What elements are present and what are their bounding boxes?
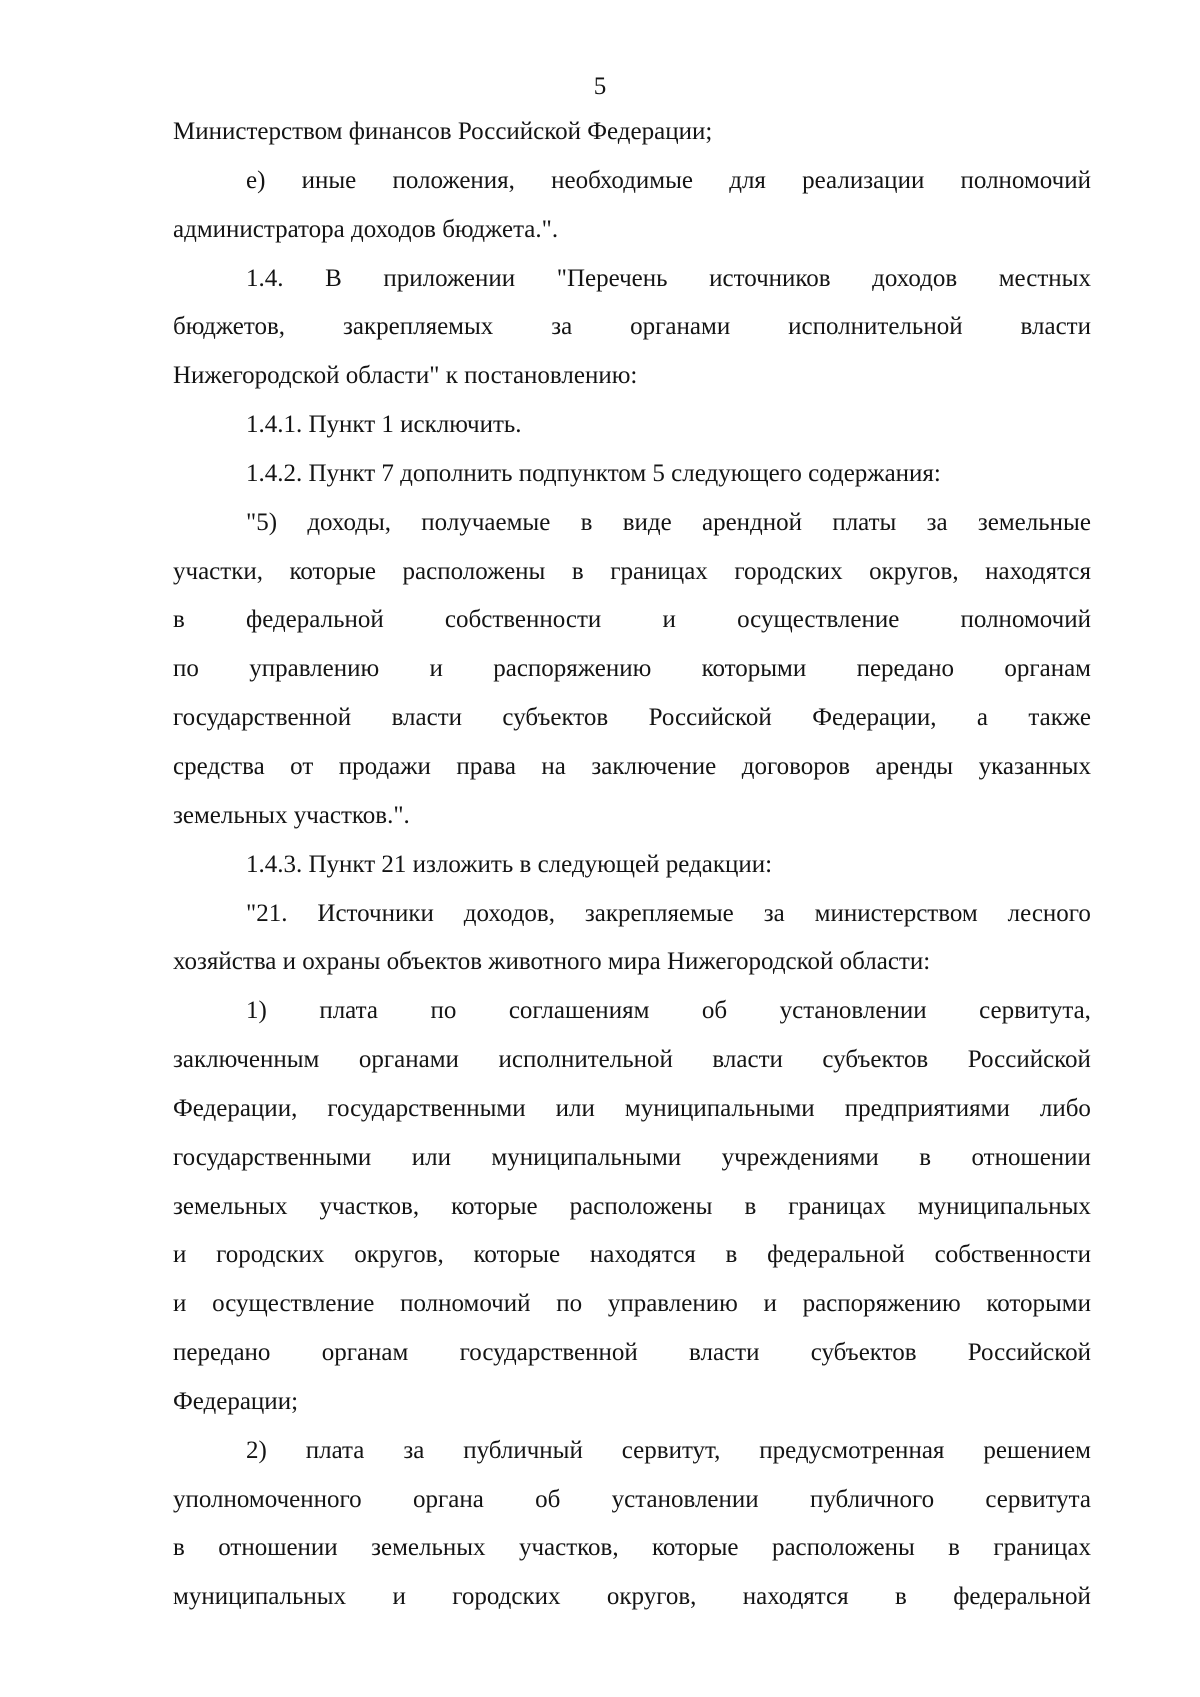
text-fragment: доходов, bbox=[463, 899, 555, 927]
text-fragment: участков, bbox=[518, 1534, 619, 1562]
text-fragment: границах bbox=[610, 557, 708, 585]
text-fragment: городских bbox=[734, 557, 843, 585]
text-fragment: доходы, bbox=[307, 508, 392, 536]
text-fragment: установлении bbox=[779, 997, 927, 1025]
text-fragment: в bbox=[571, 557, 584, 585]
text-fragment: Российской bbox=[648, 704, 772, 732]
text-fragment: органами bbox=[358, 1046, 459, 1074]
text-fragment: закрепляемых bbox=[343, 313, 494, 341]
text-fragment: осуществление bbox=[737, 606, 900, 634]
text-fragment: арендной bbox=[701, 508, 803, 536]
text-fragment: сервитута, bbox=[979, 997, 1091, 1025]
text-fragment: в bbox=[895, 1583, 907, 1611]
text-fragment: федеральной bbox=[246, 606, 384, 634]
text-fragment: распоряжению bbox=[493, 655, 652, 683]
text-fragment: распоряжению bbox=[802, 1290, 961, 1318]
text-fragment: власти bbox=[689, 1339, 760, 1367]
text-line bbox=[173, 890, 1091, 939]
text-fragment: участков, bbox=[319, 1192, 420, 1220]
text-line bbox=[173, 1427, 1091, 1476]
text-fragment: которыми bbox=[701, 655, 807, 683]
text-fragment: полномочий bbox=[400, 1290, 531, 1318]
text-fragment: виде bbox=[622, 508, 672, 536]
text-fragment: федеральной bbox=[767, 1241, 905, 1269]
text-fragment: и bbox=[662, 606, 676, 634]
text-line bbox=[173, 206, 1091, 255]
text-fragment: в bbox=[744, 1192, 757, 1220]
text-line bbox=[173, 596, 1091, 645]
text-fragment: 1.4.3. Пункт 21 изложить в следующей редакции: bbox=[246, 850, 773, 878]
text-fragment: "21. bbox=[246, 899, 288, 927]
text-fragment: которыми bbox=[986, 1290, 1091, 1318]
text-line bbox=[173, 1085, 1091, 1134]
text-fragment: от bbox=[290, 752, 314, 780]
text-fragment: округов, bbox=[869, 557, 959, 585]
text-line bbox=[173, 1036, 1091, 1085]
text-fragment: или bbox=[555, 1094, 595, 1122]
text-line bbox=[173, 1183, 1091, 1232]
text-fragment: государственными bbox=[327, 1094, 526, 1122]
text-fragment: средства bbox=[173, 752, 265, 780]
text-fragment: земельных участков.". bbox=[173, 801, 410, 829]
text-fragment: администратора доходов бюджета.". bbox=[173, 215, 559, 243]
text-fragment: находятся bbox=[985, 557, 1091, 585]
text-fragment: 1.4. bbox=[246, 264, 284, 292]
text-fragment: в bbox=[919, 1143, 932, 1171]
text-fragment: субъектов bbox=[502, 704, 609, 732]
text-fragment: уполномоченного bbox=[173, 1485, 362, 1513]
text-fragment: в bbox=[580, 508, 593, 536]
text-fragment: об bbox=[701, 997, 728, 1025]
text-fragment: которые bbox=[651, 1534, 739, 1562]
text-fragment: передано bbox=[173, 1339, 271, 1367]
text-fragment: лесного bbox=[1007, 899, 1091, 927]
text-line bbox=[173, 1231, 1091, 1280]
text-fragment: за bbox=[403, 1436, 425, 1464]
text-fragment: муниципальных bbox=[917, 1192, 1091, 1220]
text-fragment: на bbox=[541, 752, 566, 780]
text-line bbox=[173, 157, 1091, 206]
text-fragment: е) bbox=[246, 166, 266, 194]
text-fragment: необходимые bbox=[551, 166, 694, 194]
text-line bbox=[173, 694, 1091, 743]
text-fragment: продажи bbox=[338, 752, 431, 780]
text-line bbox=[173, 938, 1091, 987]
text-fragment: расположены bbox=[402, 557, 546, 585]
text-fragment: сервитута bbox=[985, 1485, 1091, 1513]
text-fragment: а bbox=[976, 704, 989, 732]
text-line bbox=[173, 499, 1091, 548]
text-fragment: публичного bbox=[809, 1485, 935, 1513]
text-fragment: решением bbox=[983, 1436, 1091, 1464]
text-fragment: участки, bbox=[173, 557, 263, 585]
text-fragment: Российской bbox=[967, 1046, 1091, 1074]
text-fragment: округов, bbox=[606, 1583, 697, 1611]
text-fragment: также bbox=[1028, 704, 1091, 732]
text-fragment: органа bbox=[412, 1485, 484, 1513]
text-fragment: Министерством финансов Российской Федерации; bbox=[173, 118, 713, 145]
text-fragment: сервитут, bbox=[621, 1436, 721, 1464]
text-fragment: субъектов bbox=[822, 1046, 929, 1074]
text-fragment: закрепляемые bbox=[584, 899, 734, 927]
text-fragment: указанных bbox=[978, 752, 1091, 780]
text-fragment: хозяйства и охраны объектов животного мира Нижегородской области: bbox=[173, 948, 931, 976]
text-line bbox=[173, 1329, 1091, 1378]
text-fragment: полномочий bbox=[960, 606, 1091, 634]
text-fragment: муниципальных bbox=[173, 1583, 347, 1611]
text-line bbox=[173, 1573, 1091, 1622]
text-fragment: государственной bbox=[459, 1339, 638, 1367]
text-line bbox=[173, 1280, 1091, 1329]
text-fragment: субъектов bbox=[810, 1339, 917, 1367]
text-line bbox=[173, 1524, 1091, 1573]
text-fragment: расположены bbox=[771, 1534, 915, 1562]
text-fragment: Федерации, bbox=[812, 704, 937, 732]
text-fragment: за bbox=[926, 508, 948, 536]
text-fragment: по bbox=[430, 997, 457, 1025]
text-fragment: расположены bbox=[569, 1192, 713, 1220]
text-fragment: и bbox=[763, 1290, 777, 1318]
text-fragment: находятся bbox=[742, 1583, 849, 1611]
text-fragment: "Перечень bbox=[556, 264, 668, 292]
text-fragment: "5) bbox=[246, 508, 278, 536]
text-fragment: договоров bbox=[741, 752, 851, 780]
text-fragment: источников bbox=[709, 264, 831, 292]
text-fragment: публичный bbox=[463, 1436, 583, 1464]
text-fragment: и bbox=[392, 1583, 406, 1611]
text-fragment: земельных bbox=[173, 1192, 288, 1220]
text-fragment: об bbox=[535, 1485, 561, 1513]
text-line bbox=[173, 1476, 1091, 1525]
text-fragment: доходов bbox=[872, 264, 958, 292]
text-fragment: и bbox=[173, 1241, 187, 1269]
text-fragment: отношении bbox=[218, 1534, 338, 1562]
text-line bbox=[173, 841, 1091, 890]
text-fragment: собственности bbox=[934, 1241, 1091, 1269]
text-fragment: государственными bbox=[173, 1143, 372, 1171]
text-line bbox=[173, 645, 1091, 694]
text-fragment: в bbox=[948, 1534, 960, 1562]
text-fragment: управлению bbox=[249, 655, 380, 683]
page-number: 5 bbox=[593, 73, 607, 100]
text-fragment: приложении bbox=[383, 264, 516, 292]
text-fragment: положения, bbox=[392, 166, 515, 194]
text-fragment: границах bbox=[993, 1534, 1091, 1562]
text-fragment: передано bbox=[856, 655, 955, 683]
text-fragment: в bbox=[173, 1534, 185, 1562]
text-fragment: Федерации, bbox=[173, 1094, 298, 1122]
text-fragment: органами bbox=[630, 313, 731, 341]
text-fragment: власти bbox=[1020, 313, 1091, 341]
text-fragment: земельные bbox=[977, 508, 1091, 536]
text-fragment: либо bbox=[1039, 1094, 1091, 1122]
text-fragment: получаемые bbox=[421, 508, 551, 536]
text-fragment: плата bbox=[319, 997, 378, 1025]
text-fragment: заключение bbox=[591, 752, 717, 780]
text-fragment: земельных bbox=[371, 1534, 486, 1562]
text-fragment: в bbox=[173, 606, 185, 634]
text-fragment: которые bbox=[289, 557, 377, 585]
text-line bbox=[173, 743, 1091, 792]
text-fragment: которые bbox=[451, 1192, 538, 1220]
text-fragment: в bbox=[725, 1241, 738, 1269]
text-fragment: границах bbox=[788, 1192, 886, 1220]
text-fragment: осуществление bbox=[212, 1290, 375, 1318]
document-body bbox=[173, 108, 1091, 1622]
text-line bbox=[173, 255, 1091, 304]
text-fragment: и bbox=[429, 655, 443, 683]
text-fragment: исполнительной bbox=[498, 1046, 673, 1074]
text-fragment: органам bbox=[1004, 655, 1091, 683]
text-fragment: права bbox=[456, 752, 516, 780]
text-fragment: заключенным bbox=[173, 1046, 320, 1074]
text-fragment: Федерации; bbox=[173, 1387, 299, 1415]
text-fragment: учреждениями bbox=[721, 1143, 879, 1171]
text-fragment: исполнительной bbox=[788, 313, 963, 341]
text-line bbox=[173, 548, 1091, 597]
text-fragment: отношении bbox=[971, 1143, 1091, 1171]
text-fragment: 1.4.1. Пункт 1 исключить. bbox=[246, 411, 522, 439]
text-fragment: муниципальными bbox=[491, 1143, 682, 1171]
text-fragment: власти bbox=[391, 704, 463, 732]
text-fragment: Российской bbox=[967, 1339, 1091, 1367]
text-line bbox=[173, 1378, 1091, 1427]
text-line bbox=[173, 1134, 1091, 1183]
text-fragment: соглашениям bbox=[508, 997, 650, 1025]
text-fragment: плата bbox=[305, 1436, 365, 1464]
text-fragment: реализации bbox=[802, 166, 925, 194]
text-line bbox=[173, 987, 1091, 1036]
text-fragment: 1) bbox=[246, 997, 267, 1025]
text-fragment: городских bbox=[216, 1241, 325, 1269]
text-fragment: платы bbox=[832, 508, 897, 536]
text-fragment: предусмотренная bbox=[759, 1436, 945, 1464]
text-fragment: округов, bbox=[354, 1241, 444, 1269]
text-fragment: за bbox=[763, 899, 785, 927]
text-fragment: и bbox=[173, 1290, 187, 1318]
text-fragment: управлению bbox=[607, 1290, 738, 1318]
text-line bbox=[173, 352, 1091, 401]
text-fragment: аренды bbox=[875, 752, 954, 780]
text-fragment: за bbox=[551, 313, 573, 341]
text-fragment: иные bbox=[301, 166, 357, 194]
text-fragment: Источники bbox=[317, 899, 434, 927]
text-fragment: собственности bbox=[444, 606, 602, 634]
text-line bbox=[173, 303, 1091, 352]
text-fragment: власти bbox=[712, 1046, 783, 1074]
text-fragment: полномочий bbox=[960, 166, 1091, 194]
text-fragment: городских bbox=[452, 1583, 561, 1611]
text-fragment: по bbox=[556, 1290, 583, 1318]
text-fragment: по bbox=[173, 655, 199, 683]
text-fragment: федеральной bbox=[953, 1583, 1091, 1611]
text-line bbox=[173, 401, 1091, 450]
text-fragment: 1.4.2. Пункт 7 дополнить подпунктом 5 следующего содержания: bbox=[246, 459, 941, 487]
text-line bbox=[173, 108, 1091, 157]
text-fragment: Нижегородской области" к постановлению: bbox=[173, 362, 638, 390]
text-fragment: или bbox=[411, 1143, 451, 1171]
text-fragment: 2) bbox=[246, 1436, 267, 1464]
text-fragment: муниципальными bbox=[624, 1094, 815, 1122]
text-line bbox=[173, 792, 1091, 841]
text-fragment: органам bbox=[321, 1339, 409, 1367]
text-fragment: находятся bbox=[589, 1241, 696, 1269]
text-fragment: министерством bbox=[814, 899, 978, 927]
text-fragment: которые bbox=[473, 1241, 561, 1269]
text-fragment: государственной bbox=[173, 704, 352, 732]
text-fragment: бюджетов, bbox=[173, 313, 286, 341]
text-fragment: установлении bbox=[611, 1485, 759, 1513]
text-fragment: предприятиями bbox=[844, 1094, 1010, 1122]
text-fragment: местных bbox=[998, 264, 1091, 292]
text-fragment: для bbox=[729, 166, 766, 194]
text-fragment: В bbox=[325, 264, 342, 292]
text-line bbox=[173, 450, 1091, 499]
